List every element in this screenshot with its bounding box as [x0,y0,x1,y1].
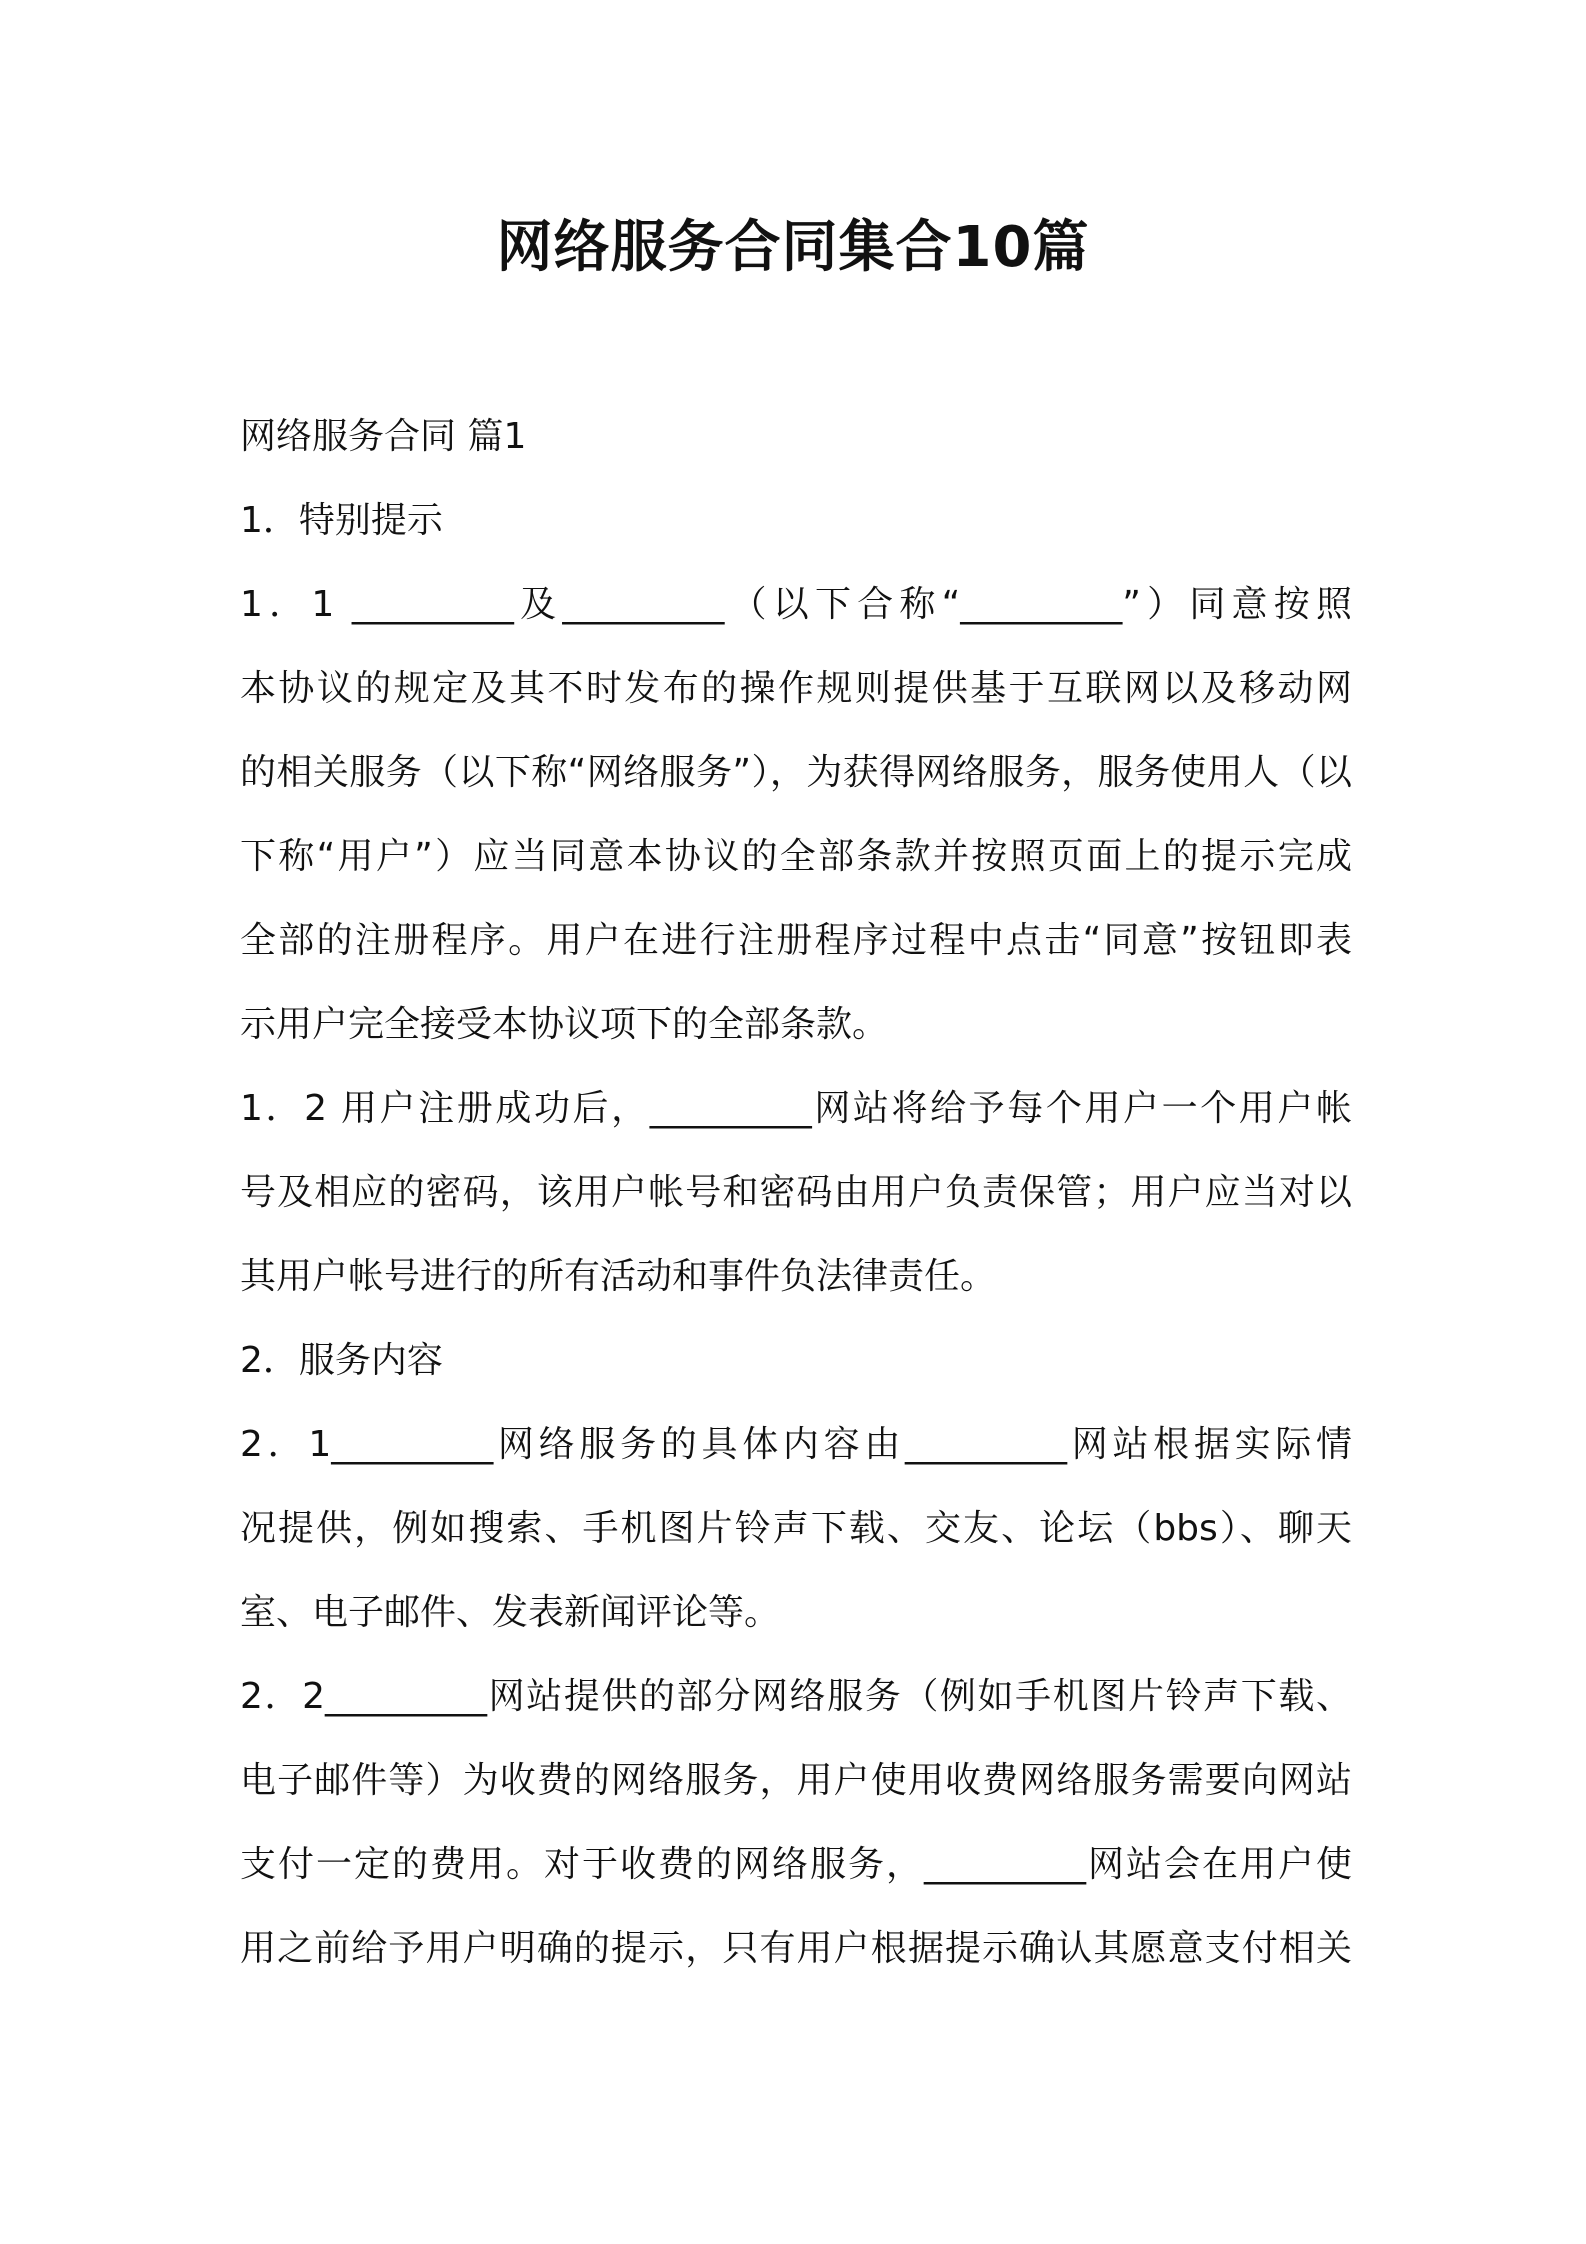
document-title: 网络服务合同集合10篇 [496,215,1090,280]
clause-heading: 1．特别提示 [240,500,443,541]
paragraph-line: 支付一定的费用。对于收费的网络服务，_________网站会在用户使 [240,1844,1352,1885]
paragraph-line: 1．1 _________及_________（以下合称“_________”）同意按照 [240,584,1352,625]
paragraph-line: 其用户帐号进行的所有活动和事件负法律责任。 [240,1256,997,1297]
paragraph-line: 全部的注册程序。用户在进行注册程序过程中点击“同意”按钮即表 [240,920,1352,961]
paragraph-line: 用之前给予用户明确的提示，只有用户根据提示确认其愿意支付相关 [240,1928,1352,1969]
paragraph-line: 号及相应的密码，该用户帐号和密码由用户负责保管；用户应当对以 [240,1172,1352,1213]
document-body [240,395,1352,1991]
section-heading: 网络服务合同 篇1 [240,416,527,457]
paragraph-line: 的相关服务（以下称“网络服务”），为获得网络服务，服务使用人（以 [240,752,1352,793]
paragraph-line: 示用户完全接受本协议项下的全部条款。 [240,1004,889,1045]
paragraph-line: 2．2_________网站提供的部分网络服务（例如手机图片铃声下载、 [240,1676,1352,1717]
paragraph-line: 1．2 用户注册成功后，_________网站将给予每个用户一个用户帐 [240,1088,1352,1129]
paragraph-line: 下称“用户”）应当同意本协议的全部条款并按照页面上的提示完成 [240,836,1352,877]
paragraph-line: 本协议的规定及其不时发布的操作规则提供基于互联网以及移动网 [240,668,1352,709]
paragraph-line: 电子邮件等）为收费的网络服务，用户使用收费网络服务需要向网站 [240,1760,1352,1801]
paragraph-line: 况提供，例如搜索、手机图片铃声下载、交友、论坛（bbs）、聊天 [240,1508,1352,1549]
paragraph-line: 室、电子邮件、发表新闻评论等。 [240,1592,781,1633]
paragraph-line: 2．1_________网络服务的具体内容由_________网站根据实际情 [240,1424,1352,1465]
clause-heading: 2．服务内容 [240,1340,443,1381]
